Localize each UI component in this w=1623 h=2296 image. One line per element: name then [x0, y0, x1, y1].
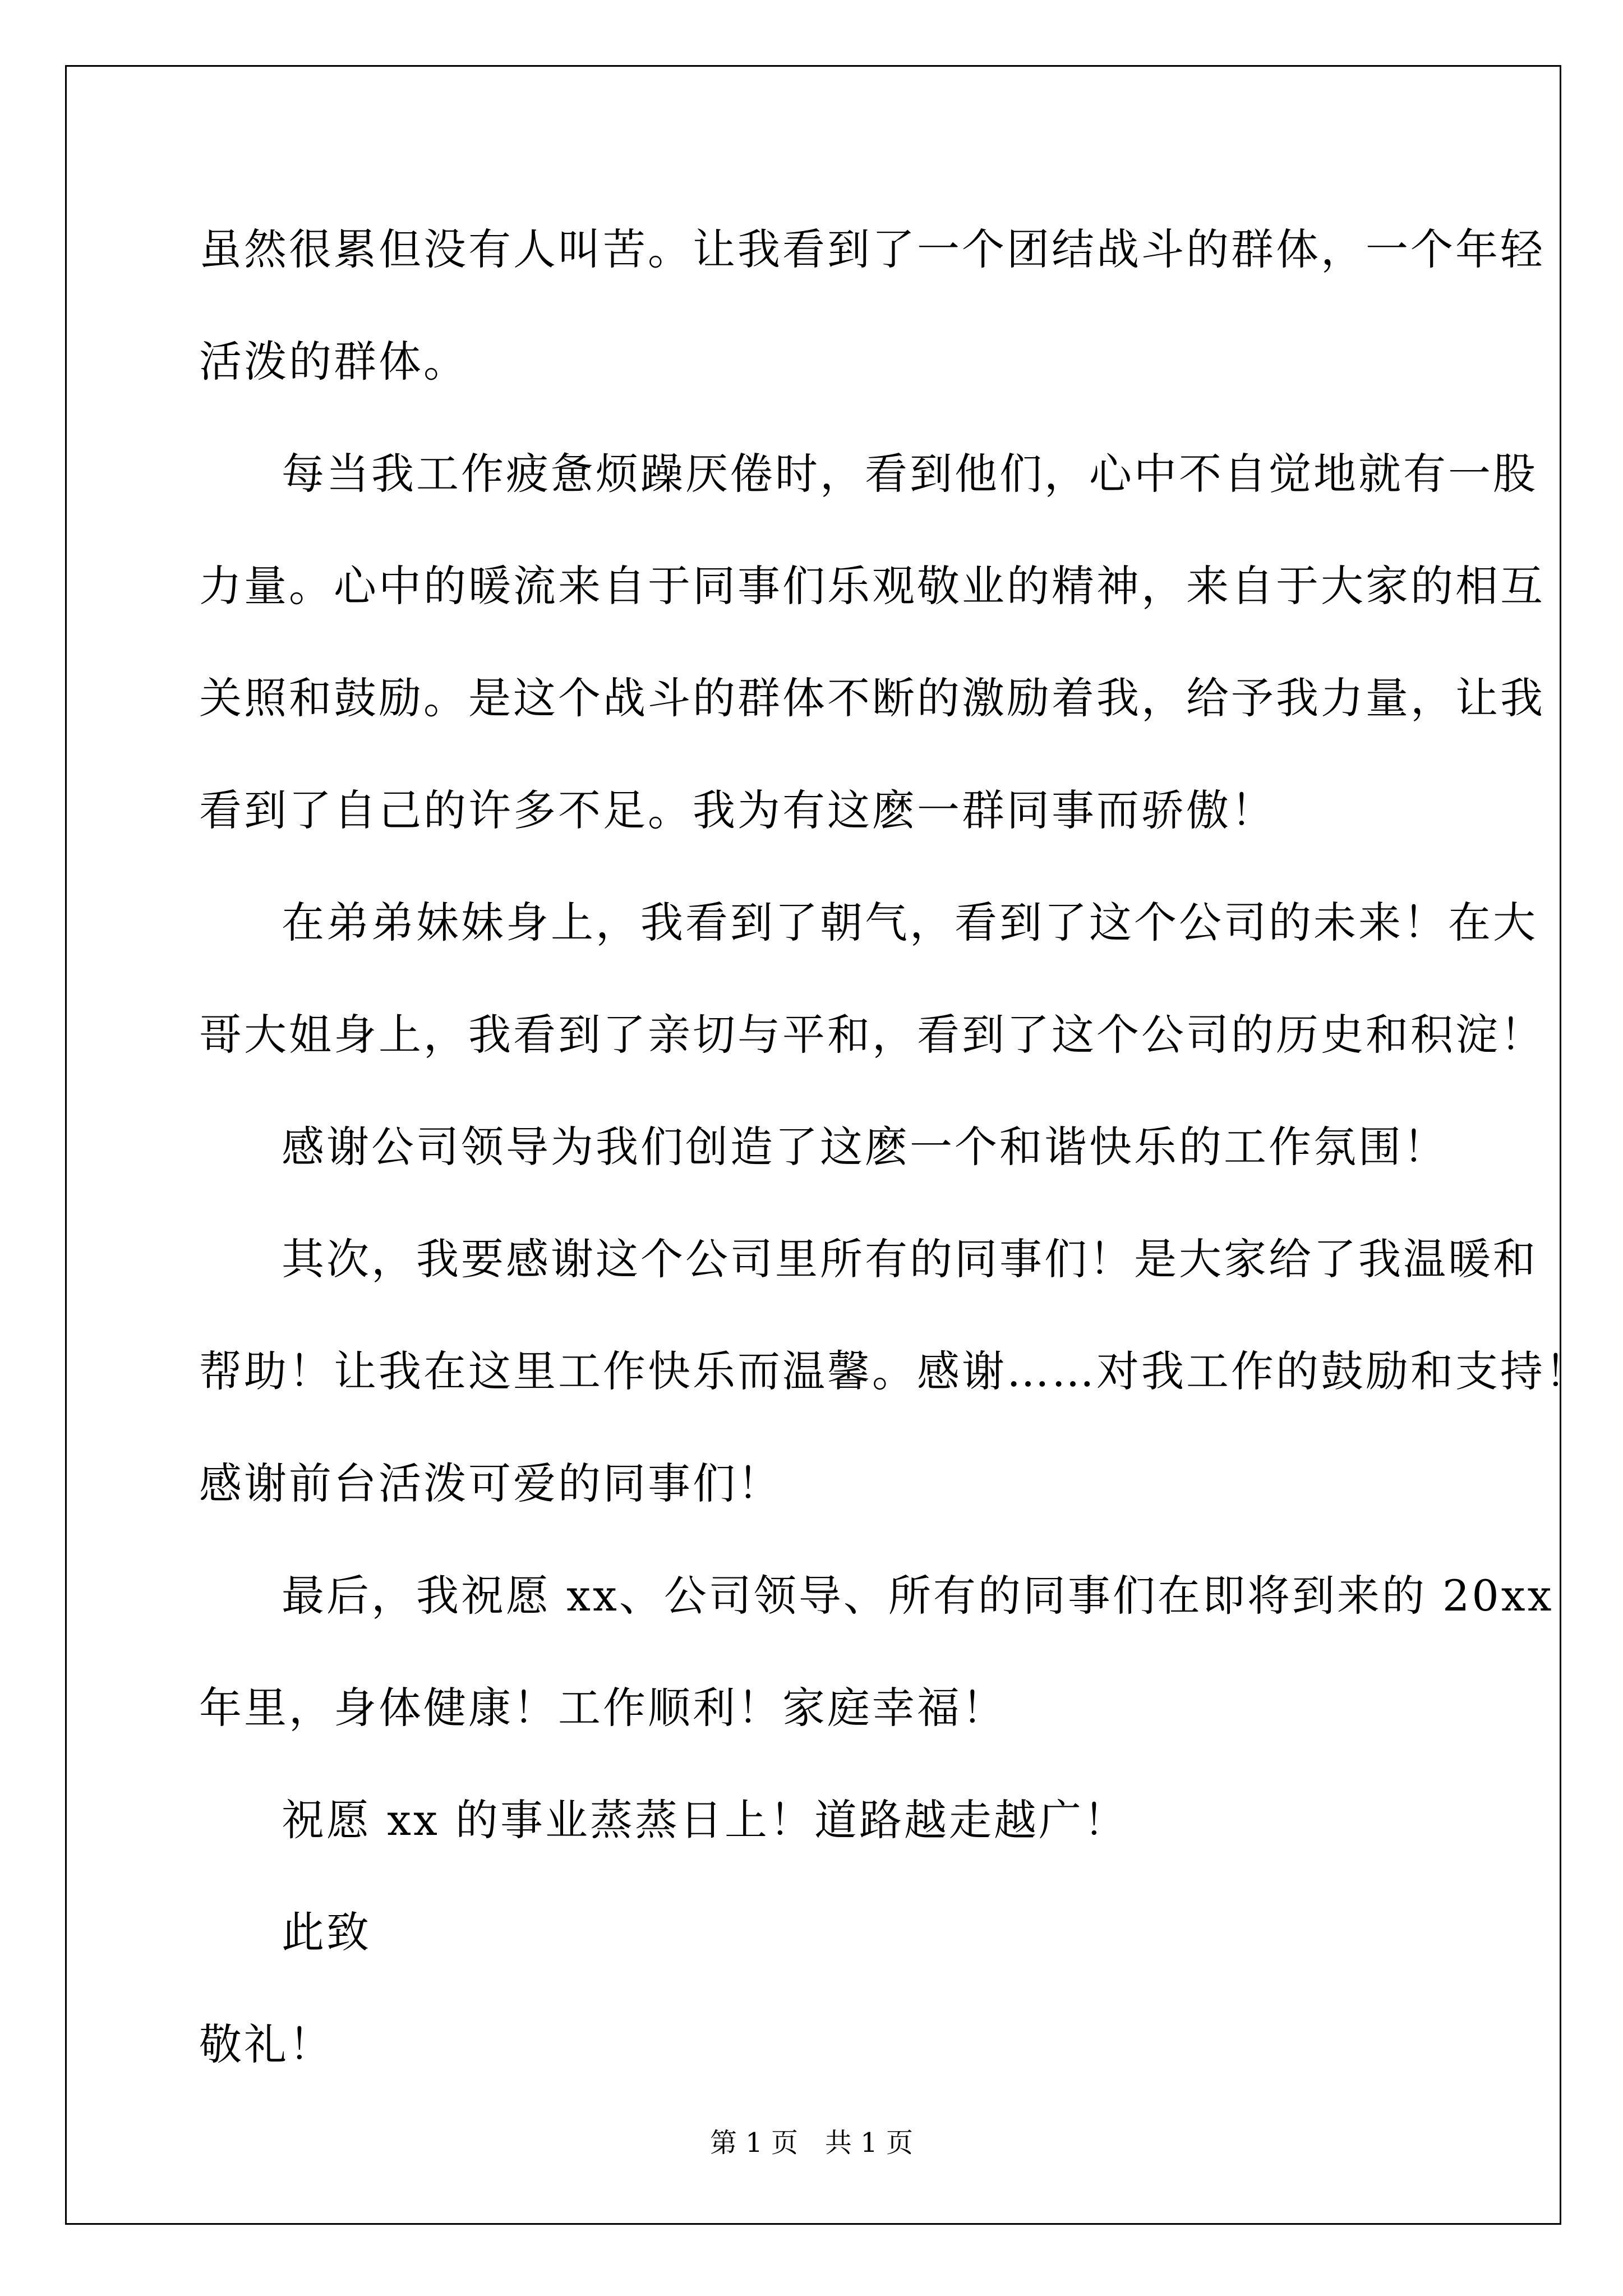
text-line: 关照和鼓励。是这个战斗的群体不断的激励着我，给予我力量，让我	[199, 673, 1545, 723]
text-line: 活泼的群体。	[199, 337, 468, 386]
document-body	[199, 216, 1590, 2123]
text-line: 感谢前台活泼可爱的同事们！	[199, 1458, 782, 1508]
text-line: 哥大姐身上，我看到了亲切与平和，看到了这个公司的历史和积淀！	[199, 1010, 1545, 1060]
paragraph-start: 每当我工作疲惫烦躁厌倦时，看到他们，心中不自觉地就有一股	[282, 449, 1538, 499]
text-line: 虽然很累但没有人叫苦。让我看到了一个团结战斗的群体，一个年轻	[199, 224, 1545, 274]
paragraph-start: 在弟弟妹妹身上，我看到了朝气，看到了这个公司的未来！在大	[282, 898, 1538, 947]
paragraph-start: 祝愿 xx 的事业蒸蒸日上！道路越走越广！	[282, 1795, 1129, 1845]
text-line: 看到了自己的许多不足。我为有这麽一群同事而骄傲！	[199, 785, 1276, 835]
paragraph-start: 最后，我祝愿 xx、公司领导、所有的同事们在即将到来的 20xx	[282, 1571, 1554, 1621]
text-line: 年里，身体健康！工作顺利！家庭幸福！	[199, 1683, 1007, 1733]
text-line: 力量。心中的暖流来自于同事们乐观敬业的精神，来自于大家的相互	[199, 561, 1545, 611]
paragraph-start: 感谢公司领导为我们创造了这麽一个和谐快乐的工作氛围！	[282, 1122, 1448, 1172]
closing-salutation: 此致	[282, 1907, 371, 1957]
closing-regards: 敬礼！	[199, 2019, 334, 2069]
page-total: 共 1 页	[825, 2127, 914, 2159]
text-line: 帮助！让我在这里工作快乐而温馨。感谢……对我工作的鼓励和支持！	[199, 1346, 1590, 1396]
page-number: 第 1 页	[709, 2127, 798, 2159]
paragraph-start: 其次，我要感谢这个公司里所有的同事们！是大家给了我温暖和	[282, 1234, 1538, 1284]
page-footer	[0, 2126, 1623, 2160]
